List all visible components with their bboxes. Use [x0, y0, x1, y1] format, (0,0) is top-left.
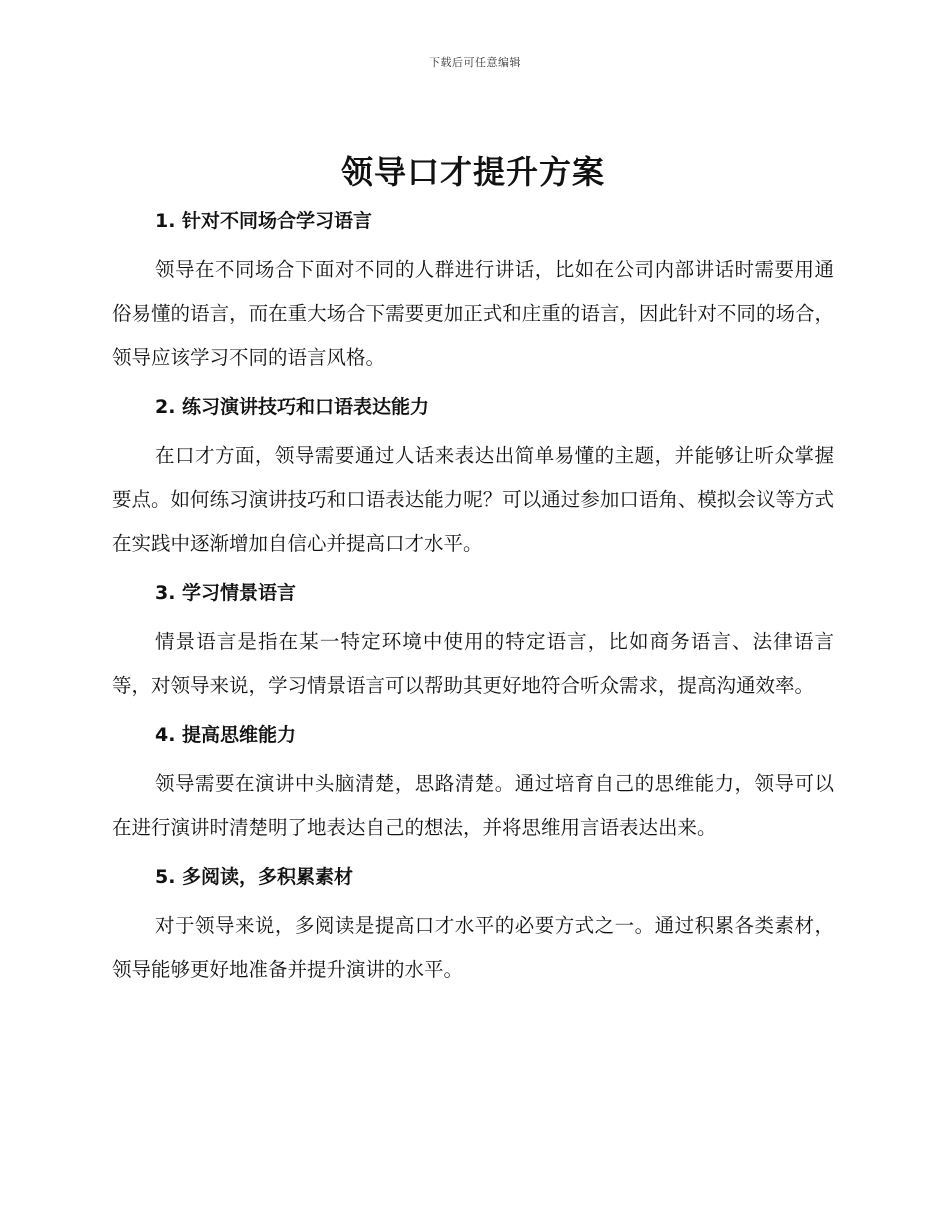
section-heading: 2. 练习演讲技巧和口语表达能力 — [155, 396, 430, 418]
section-5 — [112, 862, 834, 992]
section-body: 对于领导来说，多阅读是提高口才水平的必要方式之一。通过积累各类素材，领导能够更好地准备并提升演讲的水平。 — [112, 914, 834, 981]
section-2 — [112, 392, 834, 566]
section-heading: 4. 提高思维能力 — [155, 724, 297, 746]
section-heading: 1. 针对不同场合学习语言 — [155, 210, 373, 232]
document-content — [112, 150, 834, 1004]
document-title: 领导口才提升方案 — [340, 153, 605, 191]
section-body: 领导需要在演讲中头脑清楚，思路清楚。通过培育自己的思维能力，领导可以在进行演讲时清楚明了地表达自己的想法，并将思维用言语表达出来。 — [112, 772, 834, 839]
section-body: 在口才方面，领导需要通过人话来表达出简单易懂的主题，并能够让听众掌握要点。如何练习演讲技巧和口语表达能力呢？可以通过参加口语角、模拟会议等方式在实践中逐渐增加自信心并提高口才水平。 — [112, 444, 834, 555]
section-body: 情景语言是指在某一特定环境中使用的特定语言，比如商务语言、法律语言等，对领导来说，学习情景语言可以帮助其更好地符合听众需求，提高沟通效率。 — [112, 630, 834, 697]
section-1 — [112, 206, 834, 380]
section-3 — [112, 578, 834, 708]
section-heading: 5. 多阅读，多积累素材 — [155, 866, 354, 888]
section-body: 领导在不同场合下面对不同的人群进行讲话，比如在公司内部讲话时需要用通俗易懂的语言，而在重大场合下需要更加正式和庄重的语言，因此针对不同的场合，领导应该学习不同的语言风格。 — [112, 258, 834, 369]
section-4 — [112, 720, 834, 850]
page-header-note: 下载后可任意编辑 — [429, 56, 521, 69]
section-heading: 3. 学习情景语言 — [155, 582, 297, 604]
